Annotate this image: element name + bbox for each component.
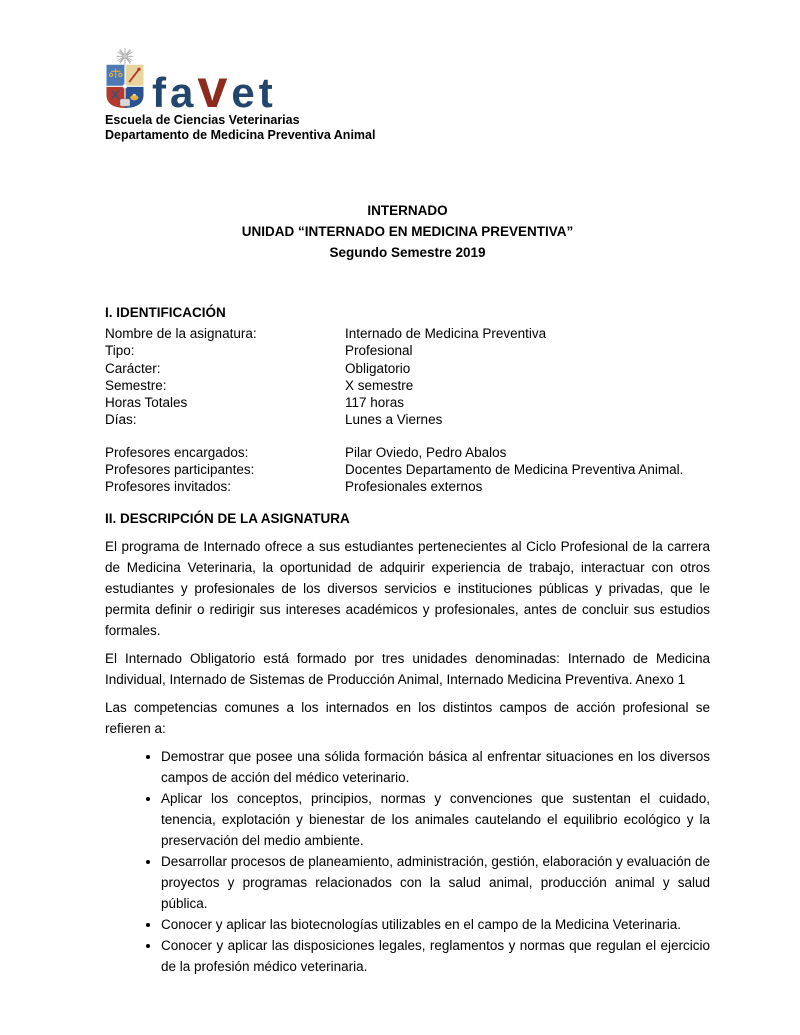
field-row (105, 444, 710, 461)
field-value: Profesional (345, 343, 413, 359)
department-name: Departamento de Medicina Preventiva Animal (105, 128, 376, 142)
universidad-de-chile-shield-icon (105, 47, 145, 109)
bullet-item: • Conocer y aplicar las biotecnologías utilizables en el campo de la Medicina Veterinaria. (161, 914, 710, 935)
wordmark-part-et: et (231, 69, 277, 117)
description-paragraph: El programa de Internado ofrece a sus estudiantes pertenecientes al Ciclo Profesional de la carrera de Medicina Veterinaria, la oportunidad de adquirir experiencia de trabajo, interactuar con otros estudiantes y profesionales de los diversos servicios e instituciones públicas y privadas, que le permita definir o redirigir sus intereses académicos y profesionales, antes de concluir sus estudios formales. (105, 538, 710, 638)
description-paragraph: Las competencias comunes a los internados en los distintos campos de acción profesional se refieren a: (105, 699, 710, 736)
field-value: X semestre (345, 377, 414, 393)
field-value: Pilar Oviedo, Pedro Abalos (345, 444, 507, 460)
doc-title-line3: Segundo Semestre 2019 (329, 245, 486, 260)
favet-wordmark (152, 59, 277, 120)
field-row (105, 342, 710, 359)
bullet-item: • Conocer y aplicar las disposiciones legales, reglamentos y normas que regulan el ejercicio de la profesión médico veterinaria. (161, 935, 710, 977)
field-row (105, 360, 710, 377)
field-row (105, 325, 710, 342)
bullet-item: • Aplicar los conceptos, principios, normas y convenciones que sustentan el cuidado, tenencia, explotación y bienestar de los animales cautelando el equilibrio ecológico y la preservación del medio ambiente. (161, 788, 710, 851)
spacer (105, 429, 710, 444)
institution-lines (105, 113, 710, 143)
field-label: Profesores participantes: (105, 462, 255, 478)
field-label: Días: (105, 412, 137, 428)
descripcion-heading: II. DESCRIPCIÓN DE LA ASIGNATURA (105, 510, 350, 526)
field-row (105, 478, 710, 495)
field-value: Internado de Medicina Preventiva (345, 326, 547, 341)
field-row (105, 411, 710, 428)
bullet-item: • Desarrollar procesos de planeamiento, administración, gestión, elaboración y evaluación de proyectos y programas relacionados con la salud animal, producción animal y salud pública. (161, 851, 710, 914)
bullet-item: • Demostrar que posee una sólida formación básica al enfrentar situaciones en los diversos campos de acción del médico veterinario. (161, 746, 710, 788)
doc-title-line2: UNIDAD “INTERNADO EN MEDICINA PREVENTIVA” (241, 224, 574, 239)
doc-title-line1: INTERNADO (367, 203, 448, 218)
field-label: Nombre de la asignatura: (105, 326, 257, 341)
field-row (105, 461, 710, 478)
wordmark-part-fa: fa (152, 69, 198, 117)
field-value: Lunes a Viernes (345, 412, 443, 428)
field-label: Profesores encargados: (105, 444, 249, 460)
field-label: Semestre: (105, 377, 167, 393)
document-header (105, 45, 710, 143)
field-value: Docentes Departamento de Medicina Preventiva Animal. (345, 462, 684, 478)
field-value: 117 horas (345, 395, 405, 411)
field-row (105, 377, 710, 394)
field-label: Carácter: (105, 360, 161, 376)
school-name: Escuela de Ciencias Veterinarias (105, 113, 300, 127)
section-identificacion (105, 304, 710, 496)
competencias-list (105, 746, 710, 977)
field-label: Horas Totales (105, 395, 188, 411)
field-row (105, 394, 710, 411)
section-descripcion (105, 510, 710, 977)
title-block (105, 200, 710, 263)
field-label: Profesores invitados: (105, 479, 232, 495)
field-value: Profesionales externos (345, 479, 483, 495)
description-paragraph: El Internado Obligatorio está formado por tres unidades denominadas: Internado de Medicina Individual, Internado de Sistemas de Producción Animal, Internado Medicina Preventiva. Anexo 1 (105, 650, 710, 687)
identificacion-heading: I. IDENTIFICACIÓN (105, 305, 226, 320)
field-value: Obligatorio (345, 360, 411, 376)
wordmark-part-v: v (197, 59, 232, 120)
field-label: Tipo: (105, 343, 135, 359)
